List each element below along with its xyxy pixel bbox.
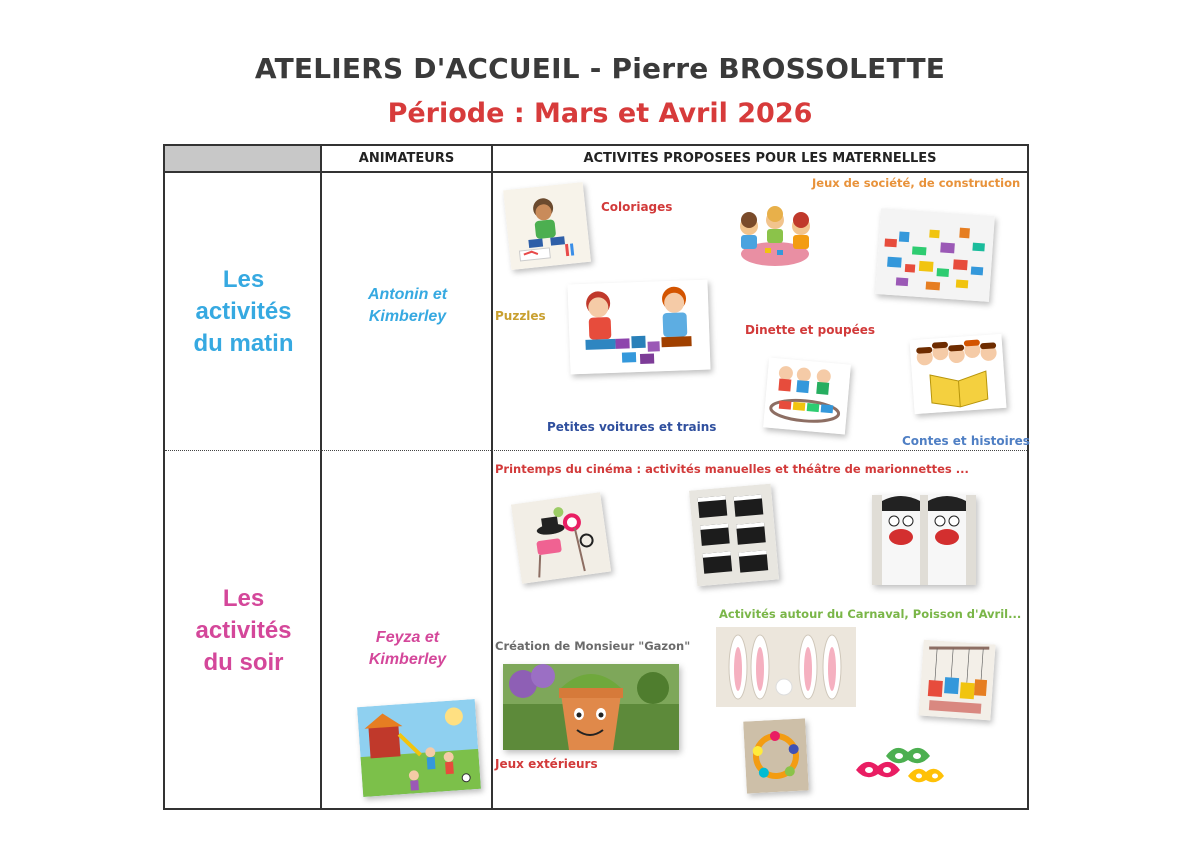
carnaval-wreath-image	[743, 718, 809, 793]
morning-label-line1: Les	[222, 266, 265, 293]
header-activites: ACTIVITES PROPOSEES POUR LES MATERNELLES	[583, 151, 937, 166]
evening-animators	[322, 627, 493, 671]
coloriages-image	[503, 182, 591, 270]
puzzles-image	[567, 280, 710, 375]
period-subtitle: Période : Mars et Avril 2026	[387, 98, 813, 129]
carnaval-masks-image	[852, 736, 946, 796]
jeux-exterieurs-image	[357, 699, 481, 797]
evening-label	[165, 583, 322, 679]
label-printemps: Printemps du cinéma : activités manuelles et théâtre de marionnettes ...	[495, 462, 969, 476]
evening-label-line3: du soir	[203, 649, 284, 676]
morning-label-line3: du matin	[193, 330, 294, 357]
label-puzzles: Puzzles	[495, 309, 546, 323]
cinema-clapper-image	[689, 484, 779, 587]
header-blank-cell	[165, 146, 322, 171]
label-dinette: Dinette et poupées	[745, 323, 875, 337]
label-voitures: Petites voitures et trains	[547, 420, 717, 434]
morning-label	[165, 264, 322, 360]
puppets-image	[872, 495, 976, 585]
evening-animators-line1: Feyza et	[375, 629, 440, 646]
construction-image	[875, 208, 995, 302]
contes-image	[910, 334, 1007, 414]
voitures-image	[763, 358, 851, 435]
marionettes-image	[918, 640, 995, 721]
carnaval-bunny-image	[716, 627, 856, 707]
evening-label-line2: activités	[195, 617, 292, 644]
label-gazon: Création de Monsieur "Gazon"	[495, 639, 691, 653]
row-divider	[165, 450, 1027, 451]
label-jeux-societe: Jeux de société, de construction	[812, 176, 1021, 190]
header-animateurs: ANIMATEURS	[322, 146, 493, 171]
evening-animators-line2: Kimberley	[368, 651, 447, 668]
jeux-societe-image	[727, 198, 822, 280]
cinema-craft-image	[511, 492, 611, 584]
morning-animators	[322, 284, 493, 328]
label-coloriages: Coloriages	[601, 200, 673, 214]
label-jeux-exterieurs: Jeux extérieurs	[495, 757, 598, 771]
gazon-image	[503, 664, 679, 750]
label-carnaval: Activités autour du Carnaval, Poisson d'Avril...	[719, 607, 1022, 621]
morning-animators-line1: Antonin et	[367, 286, 448, 303]
evening-label-line1: Les	[222, 585, 265, 612]
label-contes: Contes et histoires	[902, 434, 1030, 448]
morning-label-line2: activités	[195, 298, 292, 325]
column-divider-2	[491, 173, 493, 808]
morning-animators-line2: Kimberley	[368, 308, 447, 325]
page-title: ATELIERS D'ACCUEIL - Pierre BROSSOLETTE	[254, 52, 946, 85]
table-header-row	[165, 146, 1027, 173]
